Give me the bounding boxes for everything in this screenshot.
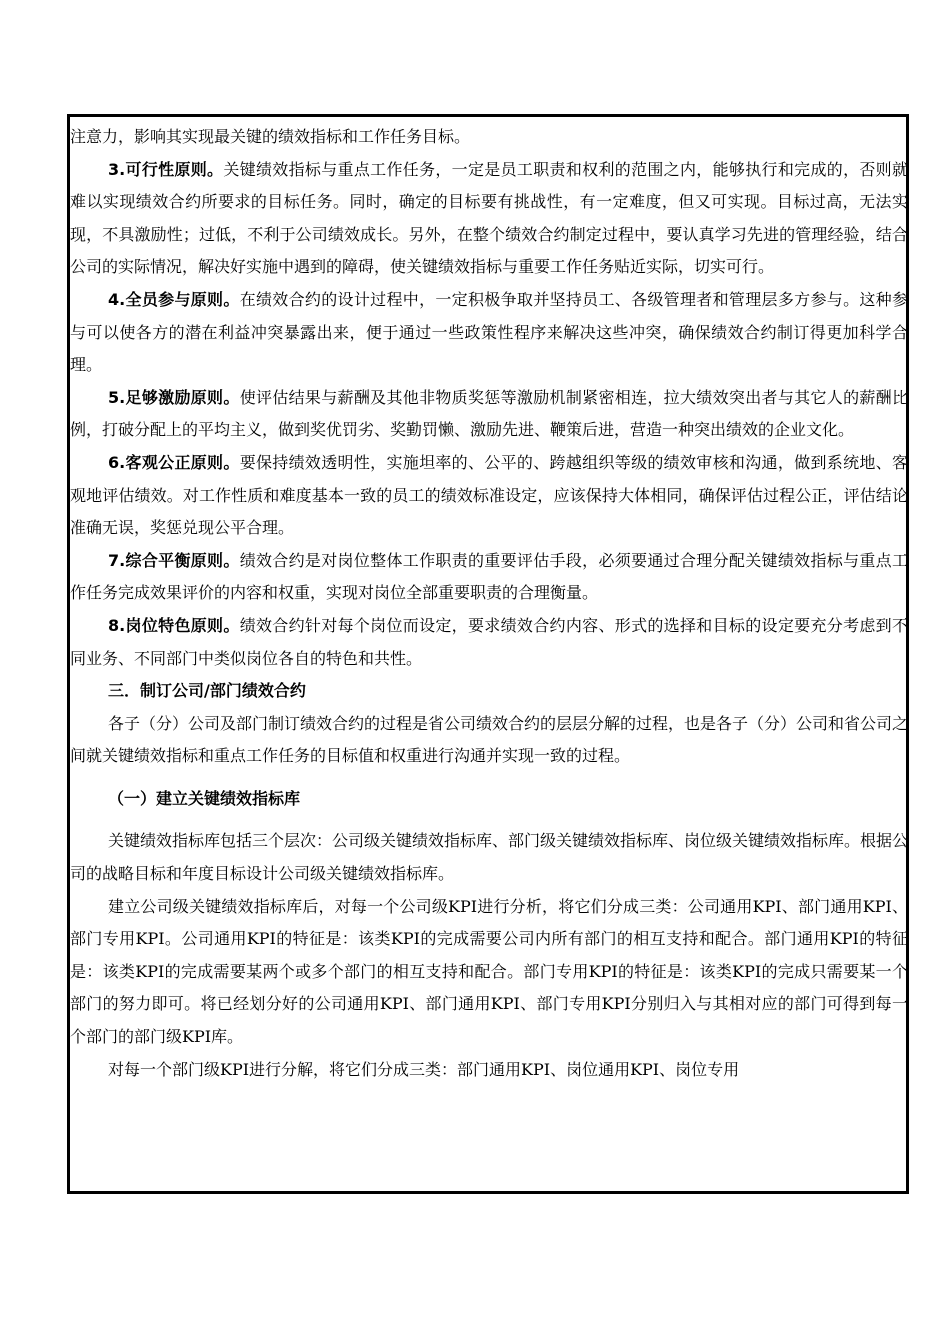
principle-text: 在绩效合约的设计过程中，一定积极争取并坚持员工、各级管理者和管理层多方参与。这种参与可以使各方的潜在利益冲突暴露出来，便于通过一些政策性程序来解决这些冲突，确保绩效合约制订得更加科学合理。 (70, 289, 908, 375)
principle-text: 绩效合约针对每个岗位而设定，要求绩效合约内容、形式的选择和目标的设定要充分考虑到不同业务、不同部门中类似岗位各自的特色和共性。 (70, 615, 908, 668)
paragraph: 对每一个部门级KPI进行分解，将它们分成三类：部门通用KPI、岗位通用KPI、岗位专用 (108, 1059, 740, 1079)
principle-text: 绩效合约是对岗位整体工作职责的重要评估手段，必须要通过合理分配关键绩效指标与重点工作任务完成效果评价的内容和权重，实现对岗位全部重要职责的合理衡量。 (70, 550, 908, 603)
subsection-heading: （一）建立关键绩效指标库 (108, 788, 301, 808)
paragraph: 注意力，影响其实现最关键的绩效指标和工作任务目标。 (70, 127, 471, 146)
principle-paragraph (70, 610, 908, 675)
paragraph: 各子（分）公司及部门制订绩效合约的过程是省公司绩效合约的层层分解的过程，也是各子（分）公司和省公司之间就关键绩效指标和重点工作任务的目标值和权重进行沟通并实现一致的过程。 (70, 713, 909, 766)
principle-title: 5.足够激励原则。 (108, 387, 240, 407)
document-body (70, 121, 908, 1086)
principle-title: 6.客观公正原则。 (108, 452, 240, 472)
principle-title: 3.可行性原则。 (108, 159, 224, 179)
principle-text: 要保持绩效透明性，实施坦率的、公平的、跨越组织等级的绩效审核和沟通，做到系统地、客观地评估绩效。对工作性质和难度基本一致的员工的绩效标准设定，应该保持大体相同，确保评估过程公正，评估结论准确无误，奖惩兑现公平合理。 (70, 452, 908, 538)
paragraph: 建立公司级关键绩效指标库后，对每一个公司级KPI进行分析，将它们分成三类：公司通用KPI、部门通用KPI、部门专用KPI。公司通用KPI的特征是：该类KPI的完成需要公司内所有部门的相互支持和配合。部门通用KPI的特征是：该类KPI的完成需要某两个或多个部门的相互支持和配合。部门专用KPI的特征是：该类KPI的完成只需要某一个部门的努力即可。将已经划分好的公司通用KPI、部门通用KPI、部门专用KPI分别归入与其相对应的部门可得到每一个部门的部门级KPI库。 (70, 896, 908, 1047)
principle-paragraph (70, 447, 908, 545)
principle-paragraph (70, 284, 908, 382)
content-frame (67, 114, 909, 1194)
principle-paragraph (70, 154, 908, 284)
principle-text: 关键绩效指标与重点工作任务，一定是员工职责和权利的范围之内，能够执行和完成的，否则就难以实现绩效合约所要求的目标任务。同时，确定的目标要有挑战性，有一定难度，但又可实现。目标过高，无法实现，不具激励性；过低，不利于公司绩效成长。另外，在整个绩效合约制定过程中，要认真学习先进的管理经验，结合公司的实际情况，解决好实施中遇到的障碍，使关键绩效指标与重要工作任务贴近实际，切实可行。 (70, 159, 908, 277)
principle-text: 使评估结果与薪酬及其他非物质奖惩等激励机制紧密相连，拉大绩效突出者与其它人的薪酬比例，打破分配上的平均主义，做到奖优罚劣、奖勤罚懒、激励先进、鞭策后进，营造一种突出绩效的企业文化。 (70, 387, 908, 440)
principle-title: 4.全员参与原则。 (108, 289, 240, 309)
section-heading: 三．制订公司/部门绩效合约 (108, 681, 306, 701)
principle-title: 7.综合平衡原则。 (108, 550, 240, 570)
principle-paragraph (70, 545, 908, 610)
principle-paragraph (70, 382, 908, 447)
principle-title: 8.岗位特色原则。 (108, 615, 240, 635)
paragraph: 关键绩效指标库包括三个层次：公司级关键绩效指标库、部门级关键绩效指标库、岗位级关键绩效指标库。根据公司的战略目标和年度目标设计公司级关键绩效指标库。 (70, 831, 909, 884)
